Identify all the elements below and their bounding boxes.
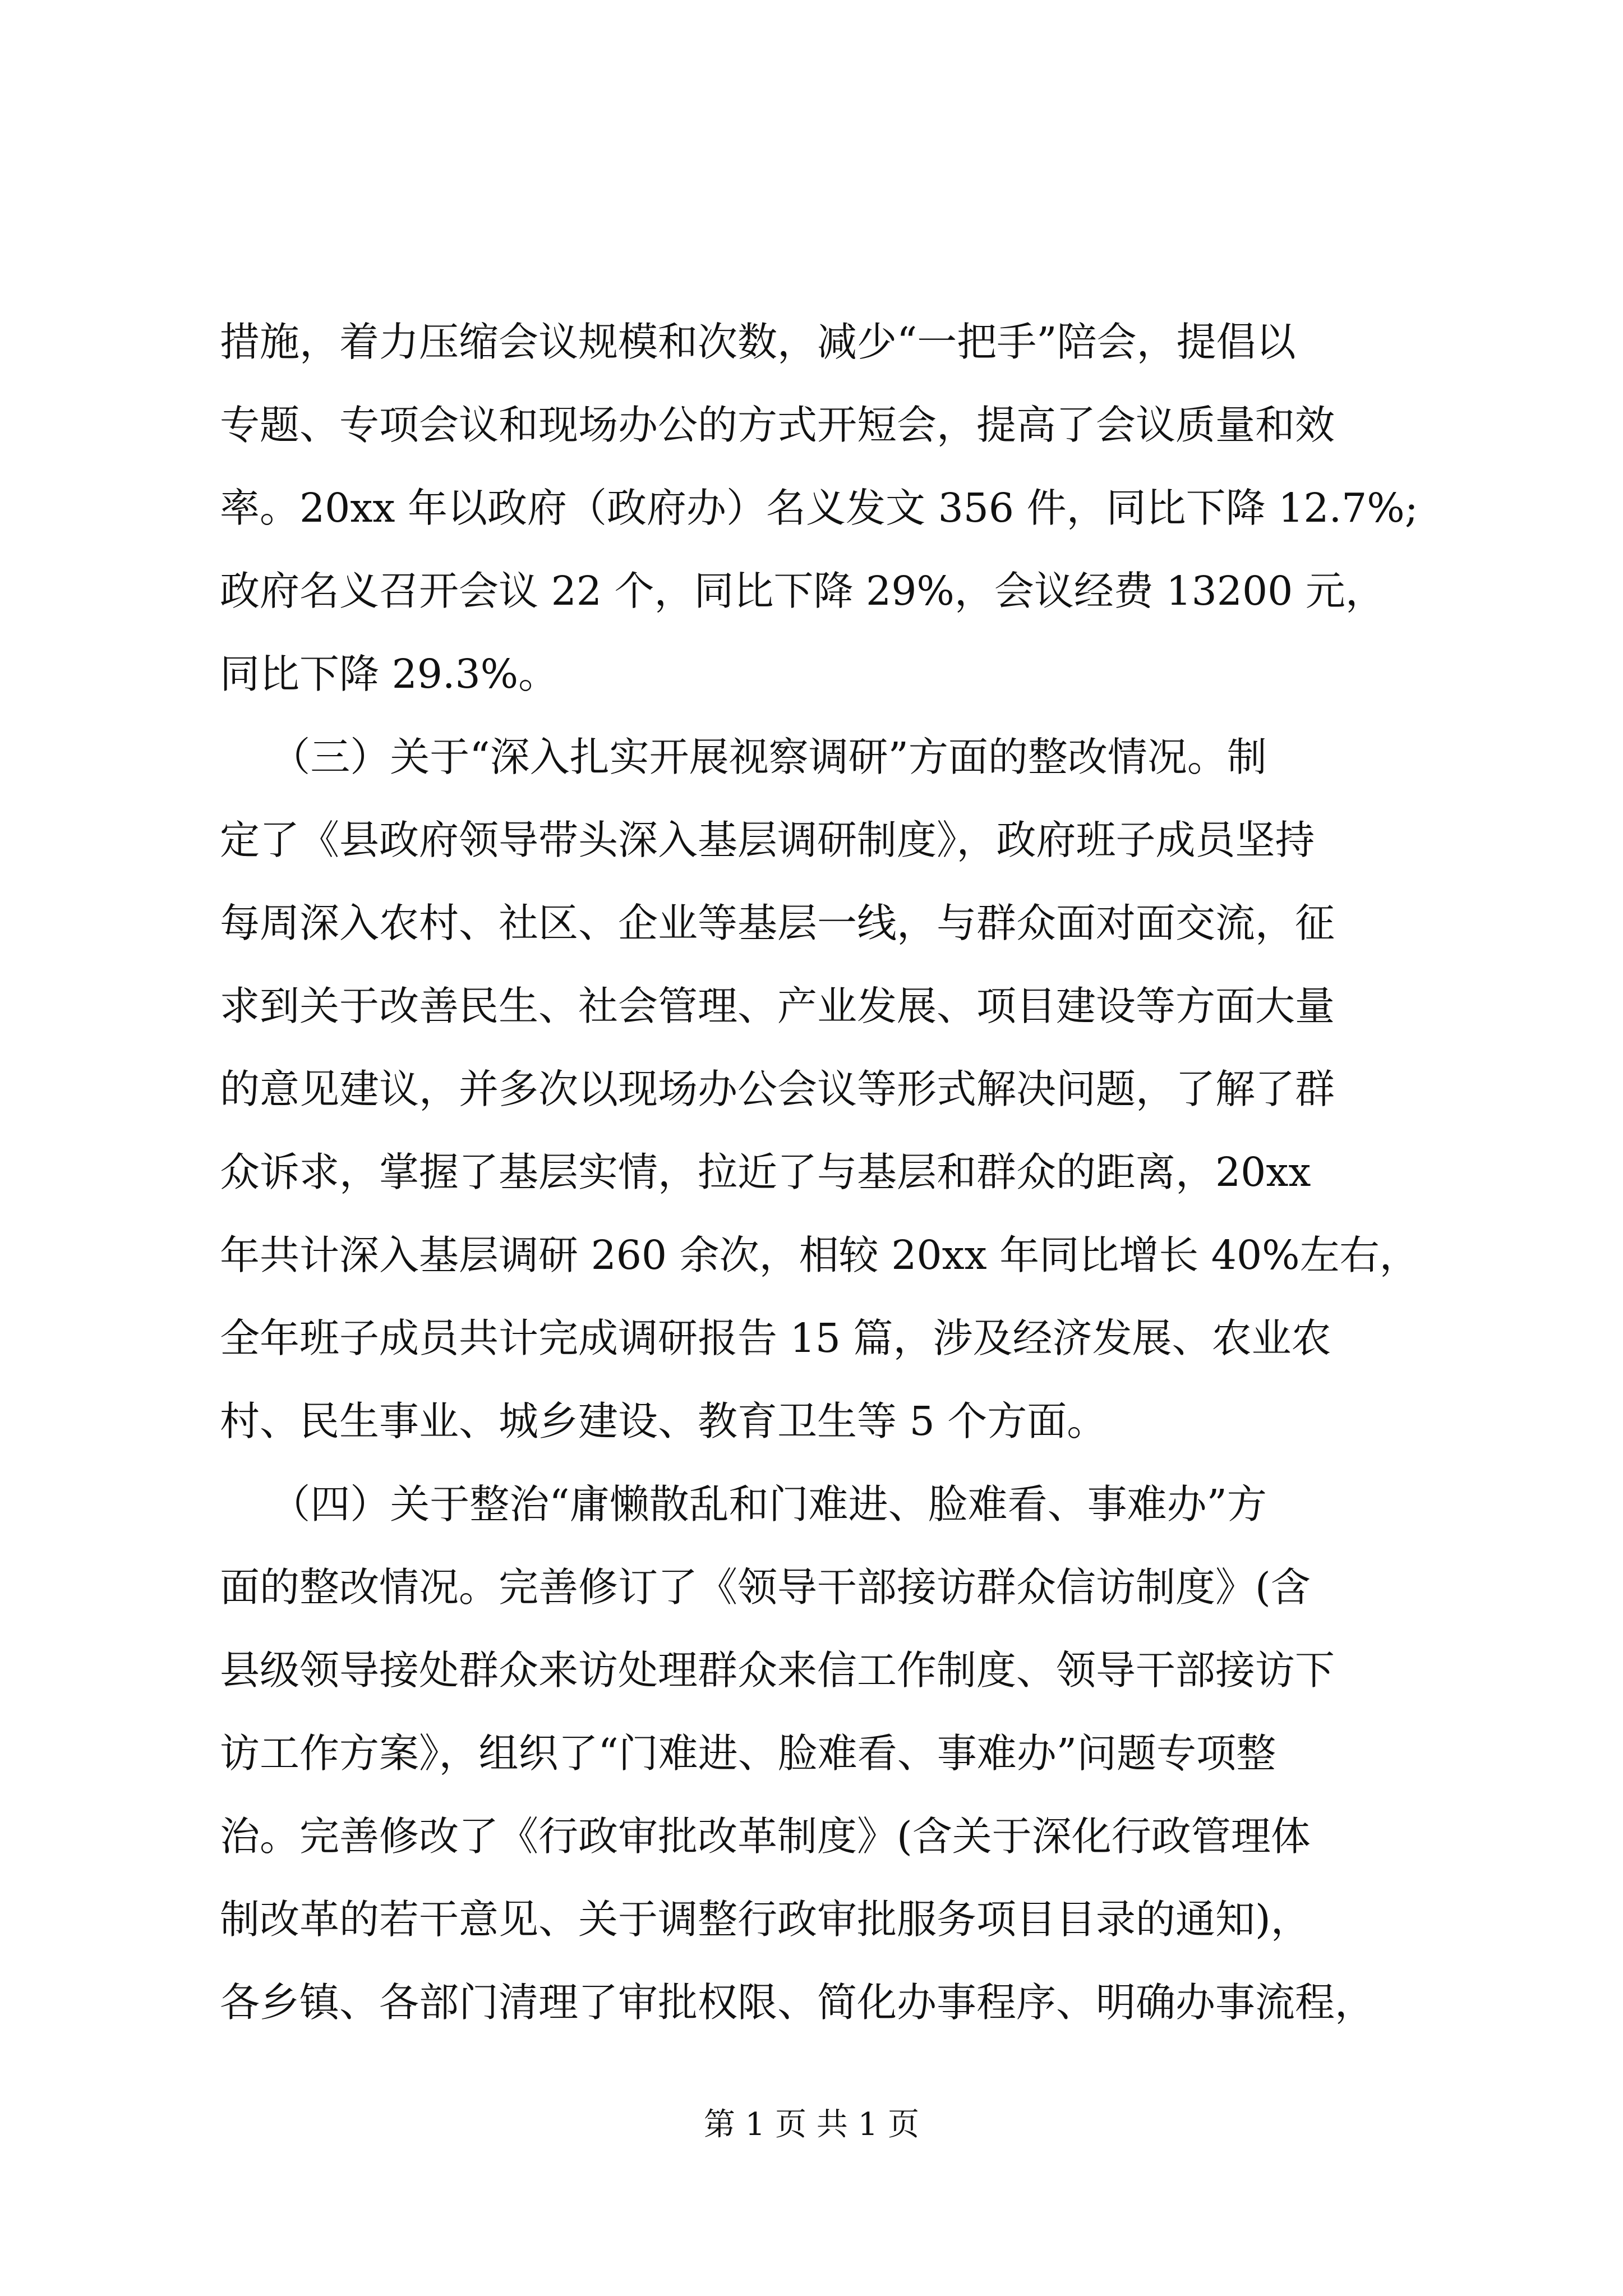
text-line: 治。完善修改了《行政审批改革制度》(含关于深化行政管理体 <box>220 1813 1311 1860</box>
text-line: 同比下降 29.3%。 <box>220 651 559 697</box>
paragraph-four-start: （四）关于整治“庸懒散乱和门难进、脸难看、事难办”方 <box>220 1481 1267 1527</box>
text-line: 措施，着力压缩会议规模和次数，减少“一把手”陪会，提倡以 <box>220 319 1296 365</box>
text-line: 制改革的若干意见、关于调整行政审批服务项目目录的通知)， <box>220 1896 1311 1943</box>
text-line: 村、民生事业、城乡建设、教育卫生等 5 个方面。 <box>220 1398 1107 1444</box>
text-line: 每周深入农村、社区、企业等基层一线，与群众面对面交流，征 <box>220 900 1335 946</box>
text-line: 面的整改情况。完善修订了《领导干部接访群众信访制度》(含 <box>220 1564 1311 1611</box>
text-line: 定了《县政府领导带头深入基层调研制度》，政府班子成员坚持 <box>220 817 1315 863</box>
page-footer: 第 1 页 共 1 页 <box>703 2106 920 2143</box>
text-line: 各乡镇、各部门清理了审批权限、简化办事程序、明确办事流程， <box>220 1979 1375 2026</box>
text-line: 众诉求，掌握了基层实情，拉近了与基层和群众的距离，20xx <box>220 1149 1311 1195</box>
text-line: 的意见建议，并多次以现场办公会议等形式解决问题，了解了群 <box>220 1066 1335 1112</box>
text-line: 求到关于改善民生、社会管理、产业发展、项目建设等方面大量 <box>220 983 1335 1029</box>
text-line: 政府名义召开会议 22 个，同比下降 29%，会议经费 13200 元， <box>220 568 1385 614</box>
text-line: 全年班子成员共计完成调研报告 15 篇，涉及经济发展、农业农 <box>220 1315 1331 1361</box>
text-line: 访工作方案》，组织了“门难进、脸难看、事难办”问题专项整 <box>220 1730 1276 1777</box>
text-line: 年共计深入基层调研 260 余次，相较 20xx 年同比增长 40%左右， <box>220 1232 1419 1278</box>
paragraph-three-start: （三）关于“深入扎实开展视察调研”方面的整改情况。制 <box>220 734 1267 780</box>
document-body <box>220 301 1454 2044</box>
text-line: 专题、专项会议和现场办公的方式开短会，提高了会议质量和效 <box>220 402 1335 448</box>
text-line: 率。20xx 年以政府（政府办）名义发文 356 件，同比下降 12.7%; <box>220 485 1418 531</box>
text-line: 县级领导接处群众来访处理群众来信工作制度、领导干部接访下 <box>220 1647 1335 1694</box>
